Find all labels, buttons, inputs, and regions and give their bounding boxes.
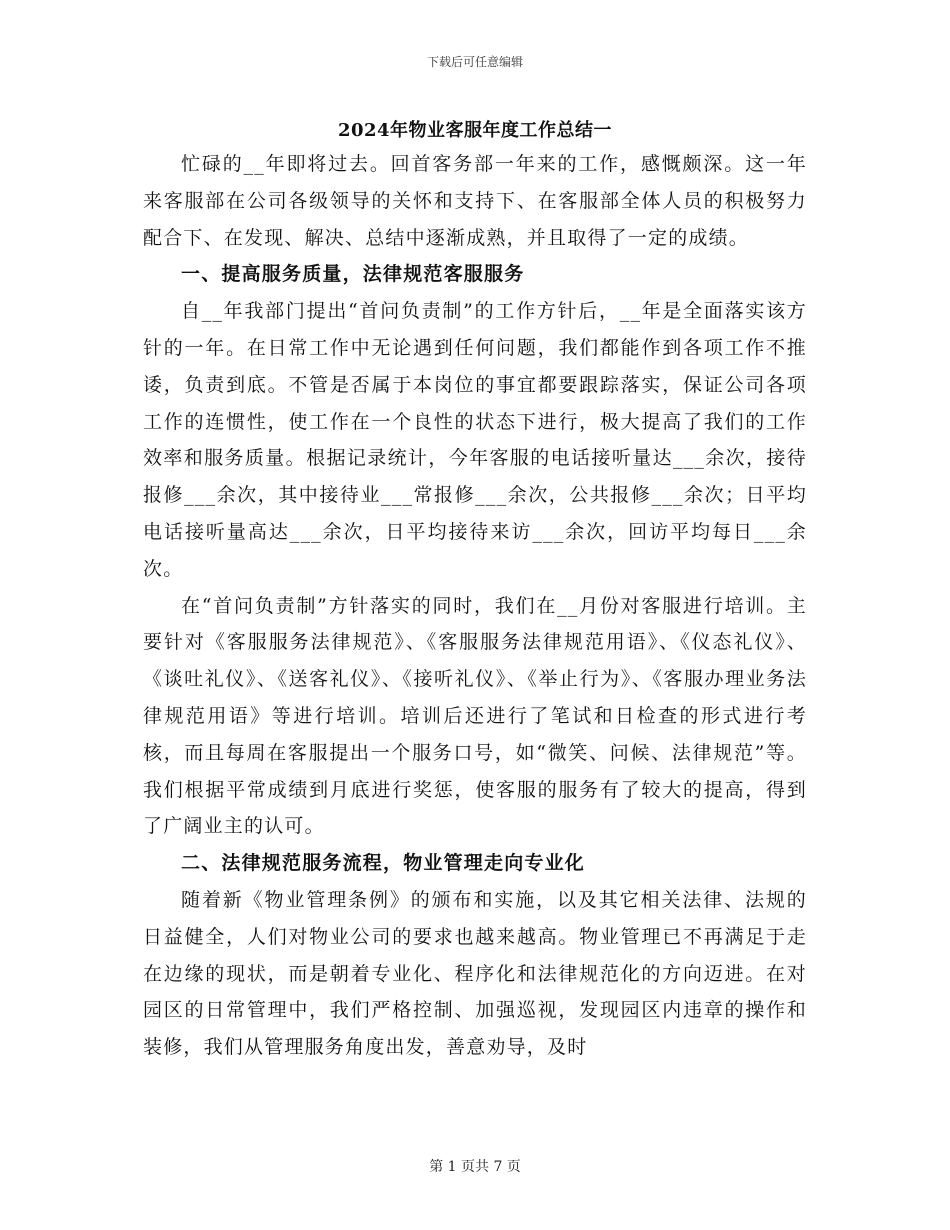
document-title: 2024年物业客服年度工作总结一 — [337, 120, 613, 141]
page-number-footer: 第 1 页共 7 页 — [429, 1159, 521, 1175]
body-paragraph: 在“首问负责制”方针落实的同时，我们在__月份对客服进行培训。主要针对《客服服务法律规范》、《客服服务法律规范用语》、《仪态礼仪》、《谈吐礼仪》、《送客礼仪》、《接听礼仪》、《举止行为》、《客服办理业务法律规范用语》等进行培训。培训后还进行了笔试和日检查的形式进行考核，而且每周在客服提出一个服务口号，如“微笑、问候、法律规范”等。我们根据平常成绩到月底进行奖惩，使客服的服务有了较大的提高，得到了广阔业主的认可。 — [143, 594, 807, 838]
section-heading: 二、法律规范服务流程，物业管理走向专业化 — [181, 852, 586, 875]
body-paragraph: 随着新《物业管理条例》的颁布和实施，以及其它相关法律、法规的日益健全，人们对物业公司的要求也越来越高。物业管理已不再满足于走在边缘的现状，而是朝着专业化、程序化和法律规范化的方向迈进。在对园区的日常管理中，我们严格控制、加强巡视，发现园区内违章的操作和装修，我们从管理服务角度出发，善意劝导，及时 — [143, 888, 807, 1059]
document-body — [143, 146, 807, 1066]
body-paragraph: 自__年我部门提出“首问负责制”的工作方针后，__年是全面落实该方针的一年。在日常工作中无论遇到任何问题，我们都能作到各项工作不推诿，负责到底。不管是否属于本岗位的事宜都要跟踪落实，保证公司各项工作的连惯性，使工作在一个良性的状态下进行，极大提高了我们的工作效率和服务质量。根据记录统计，今年客服的电话接听量达___余次，接待报修___余次，其中接待业___常报修___余次，公共报修___余次；日平均电话接听量高达___余次，日平均接待来访___余次，回访平均每日___余次。 — [143, 300, 807, 580]
body-paragraph: 忙碌的__年即将过去。回首客务部一年来的工作，感慨颇深。这一年来客服部在公司各级领导的关怀和支持下、在客服部全体人员的积极努力配合下、在发现、解决、总结中逐渐成熟，并且取得了一定的成绩。 — [143, 153, 807, 249]
section-heading: 一、提高服务质量，法律规范客服服务 — [181, 263, 525, 286]
page-header-note: 下载后可任意编辑 — [426, 55, 523, 69]
